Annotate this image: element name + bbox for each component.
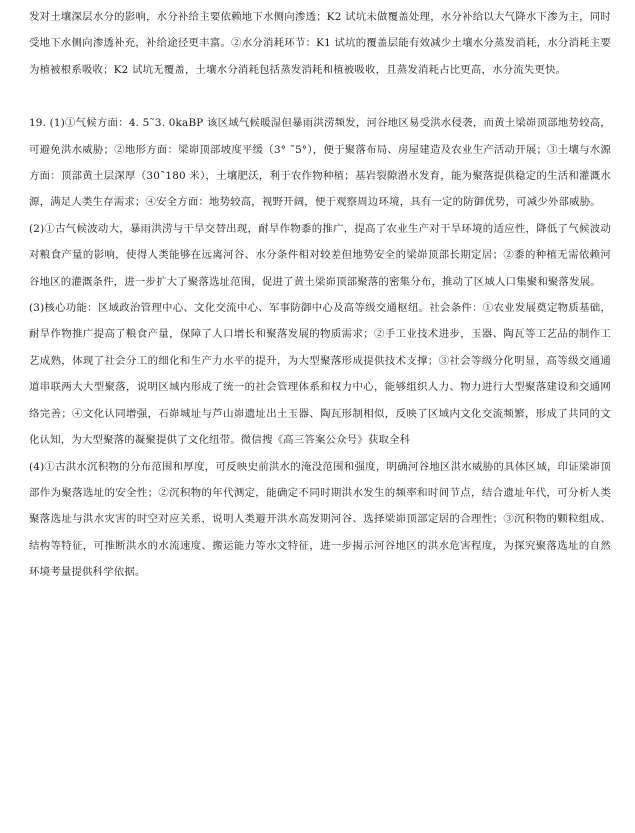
answer-19-part-2: (2)①古气候波动大，暴雨洪涝与干旱交替出现，耐旱作物黍的推广，提高了农业生产对干旱环境的适应性，降低了气候波动对粮食产量的影响，使得人类能够在远离河谷、水分条件相对较差但地势安全的梁峁顶部长期定居；②黍的种植无需依赖河谷地区的灌溉条件，进一步扩大了聚落选址范围，促进了黄土梁峁顶部聚落的密集分布，推动了区域人口集聚和聚落发展。 bbox=[29, 222, 611, 288]
paragraph-gap bbox=[29, 83, 611, 110]
answer-19-part-1: 19. (1)①气候方面：4. 5˜3. 0kaBP 该区域气候暖湿但暴雨洪涝频发，河谷地区易受洪水侵袭，而黄土梁峁顶部地势较高，可避免洪水威胁；②地形方面：梁峁顶部坡度平缓（3° ˜5°），便于聚落布局、房屋建造及农业生产活动开展；③土壤与水源方面：顶部黄土层深厚（30˜180 米），土壤肥沃，利于农作物种植；基岩裂隙潜水发育，能为聚落提供稳定的生活和灌溉水源，满足人类生存需求；④安全方面：地势较高，视野开阔，便于观察周边环境，具有一定的防御优势，可减少外部威胁。 bbox=[29, 117, 611, 209]
answer-19-part-4: (4)①古洪水沉积物的分布范围和厚度，可反映史前洪水的淹没范围和强度，明确河谷地区洪水威胁的具体区域，印证梁峁顶部作为聚落选址的安全性；②沉积物的年代测定，能确定不同时期洪水发生的频率和时间节点，结合遗址年代，可分析人类聚落选址与洪水灾害的时空对应关系，说明人类避开洪水高发期河谷、选择梁峁顶部定居的合理性；③沉积物的颗粒组成、结构等特征，可推断洪水的水流速度、搬运能力等水文特征，进一步揭示河谷地区的洪水危害程度，为探究聚落选址的自然环境考量提供科学依据。 bbox=[29, 460, 611, 579]
answer-paragraph-continuation: 发对土壤深层水分的影响，水分补给主要依赖地下水侧向渗透；K2 试坑未做覆盖处理，水分补给以大气降水下渗为主，同时受地下水侧向渗透补充，补给途径更丰富。②水分消耗环节：K1 试坑的覆盖层能有效减少土壤水分蒸发消耗，水分消耗主要为植被根系吸收；K2 试坑无覆盖，土壤水分消耗包括蒸发消耗和植被吸收，且蒸发消耗占比更高，水分流失更快。 bbox=[29, 11, 611, 76]
answer-19-part-3: (3)核心功能：区域政治管理中心、文化交流中心、军事防御中心及高等级交通枢纽。社会条件：①农业发展奠定物质基础，耐旱作物推广提高了粮食产量，保障了人口增长和聚落发展的物质需求；②手工业技术进步，玉器、陶瓦等工艺品的制作工艺成熟，体现了社会分工的细化和生产力水平的提升，为大型聚落形成提供技术支撑；③社会等级分化明显，高等级交通通道串联两大大型聚落，说明区域内形成了统一的社会管理体系和权力中心，能够组织人力、物力进行大型聚落建设和交通网络完善；④文化认同增强，石峁城址与芦山峁遗址出土玉器、陶瓦形制相似，反映了区域内文化交流频繁，形成了共同的文化认知，为大型聚落的凝聚提供了文化纽带。微信搜《高三答案公众号》获取全科 bbox=[29, 302, 611, 447]
